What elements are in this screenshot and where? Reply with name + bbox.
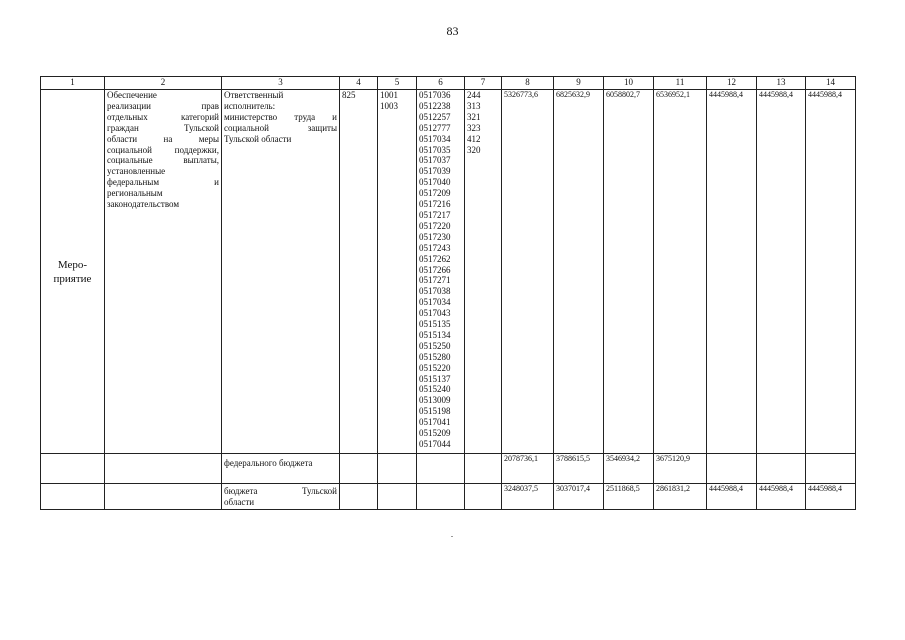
header-cell: 3 bbox=[222, 77, 340, 90]
code-item: 0517220 bbox=[419, 220, 451, 231]
value-cell: 4445988,4 bbox=[806, 90, 856, 454]
table-row-federal bbox=[41, 454, 856, 484]
value-cell: 4445988,4 bbox=[707, 484, 757, 510]
empty-cell bbox=[417, 454, 465, 484]
code-item: 321 bbox=[467, 111, 481, 122]
code-item: 0513009 bbox=[419, 395, 451, 406]
empty-cell bbox=[41, 454, 105, 484]
empty-cell bbox=[465, 454, 502, 484]
code-item: 0515198 bbox=[419, 406, 451, 417]
code-item: 0517041 bbox=[419, 417, 451, 428]
empty-cell bbox=[41, 484, 105, 510]
header-cell: 10 bbox=[604, 77, 654, 90]
code-item: 0515280 bbox=[419, 351, 451, 362]
expense-type-codes bbox=[465, 90, 502, 454]
value-cell: 5326773,6 bbox=[502, 90, 554, 454]
value-cell: 3788615,5 bbox=[554, 454, 604, 484]
code-item: 0517043 bbox=[419, 308, 451, 319]
code-item: 0515137 bbox=[419, 373, 451, 384]
value-cell: 4445988,4 bbox=[806, 484, 856, 510]
value-cell: 3248037,5 bbox=[502, 484, 554, 510]
code-item: 0517037 bbox=[419, 155, 451, 166]
page-number: 83 bbox=[446, 24, 459, 38]
regional-budget-label: бюджета Тульской области bbox=[222, 484, 340, 510]
code-item: 0517209 bbox=[419, 188, 451, 199]
code-item: 0515240 bbox=[419, 384, 451, 395]
code-item: 0517034 bbox=[419, 133, 451, 144]
value-cell: 6536952,1 bbox=[654, 90, 707, 454]
code-item: 0515134 bbox=[419, 329, 451, 340]
code-item: 0515209 bbox=[419, 428, 451, 439]
value-cell bbox=[707, 454, 757, 484]
value-cell: 4445988,4 bbox=[757, 90, 806, 454]
header-cell: 9 bbox=[554, 77, 604, 90]
target-article-codes bbox=[417, 90, 465, 454]
value-cell bbox=[757, 454, 806, 484]
ministry-code: 825 bbox=[340, 90, 378, 454]
header-cell: 2 bbox=[105, 77, 222, 90]
federal-budget-label: федерального бюджета bbox=[222, 454, 340, 484]
code-item: 0512257 bbox=[419, 111, 451, 122]
header-cell: 12 bbox=[707, 77, 757, 90]
code-item: 0517262 bbox=[419, 253, 451, 264]
value-cell bbox=[806, 454, 856, 484]
measure-description: Обеспечение реализации прав отдельных категорий граждан Тульской области на меры социальной поддержки, социальные выплаты, установленные федеральным и региональным законодательством bbox=[105, 90, 222, 454]
value-cell: 3037017,4 bbox=[554, 484, 604, 510]
value-cell: 4445988,4 bbox=[757, 484, 806, 510]
code-item: 0512238 bbox=[419, 100, 451, 111]
code-item: 0517266 bbox=[419, 264, 451, 275]
value-cell: 3546934,2 bbox=[604, 454, 654, 484]
scan-speck bbox=[451, 536, 453, 537]
code-item: 0517230 bbox=[419, 231, 451, 242]
header-cell: 13 bbox=[757, 77, 806, 90]
header-row bbox=[41, 77, 856, 90]
header-cell: 4 bbox=[340, 77, 378, 90]
code-item: 0515135 bbox=[419, 319, 451, 330]
value-cell: 6825632,9 bbox=[554, 90, 604, 454]
value-cell: 2078736,1 bbox=[502, 454, 554, 484]
value-cell: 4445988,4 bbox=[707, 90, 757, 454]
code-item: 0515250 bbox=[419, 340, 451, 351]
code-item: 412 bbox=[467, 133, 481, 144]
executor-description: Ответственный исполнитель: министерство труда и социальной защиты Тульской области bbox=[222, 90, 340, 454]
code-item: 0517038 bbox=[419, 286, 451, 297]
code-item: 0517044 bbox=[419, 439, 451, 449]
code-item: 0512777 bbox=[419, 122, 451, 133]
code-item: 0517035 bbox=[419, 144, 451, 155]
code-item: 0517217 bbox=[419, 209, 451, 220]
value-cell: 3675120,9 bbox=[654, 454, 707, 484]
code-item: 244 bbox=[467, 90, 481, 100]
empty-cell bbox=[465, 484, 502, 510]
code-item: 0515220 bbox=[419, 362, 451, 373]
header-cell: 11 bbox=[654, 77, 707, 90]
code-item: 320 bbox=[467, 144, 481, 155]
code-item: 0517034 bbox=[419, 297, 451, 308]
header-cell: 8 bbox=[502, 77, 554, 90]
value-cell: 6058802,7 bbox=[604, 90, 654, 454]
empty-cell bbox=[378, 484, 417, 510]
code-item: 0517036 bbox=[419, 90, 451, 100]
empty-cell bbox=[105, 454, 222, 484]
value-cell: 2511868,5 bbox=[604, 484, 654, 510]
budget-table bbox=[40, 76, 856, 510]
table-row-regional bbox=[41, 484, 856, 510]
code-item: 0517039 bbox=[419, 166, 451, 177]
code-item: 0517243 bbox=[419, 242, 451, 253]
header-cell: 7 bbox=[465, 77, 502, 90]
code-item: 313 bbox=[467, 100, 481, 111]
header-cell: 6 bbox=[417, 77, 465, 90]
row-type-label: Меро- приятие bbox=[41, 90, 105, 454]
code-item: 0517271 bbox=[419, 275, 451, 286]
table-row-main bbox=[41, 90, 856, 454]
code-item: 0517216 bbox=[419, 199, 451, 210]
empty-cell bbox=[340, 454, 378, 484]
header-cell: 1 bbox=[41, 77, 105, 90]
empty-cell bbox=[105, 484, 222, 510]
empty-cell bbox=[378, 454, 417, 484]
code-item: 0517040 bbox=[419, 177, 451, 188]
section-codes: 1001 1003 bbox=[378, 90, 417, 454]
header-cell: 5 bbox=[378, 77, 417, 90]
code-item: 323 bbox=[467, 122, 481, 133]
value-cell: 2861831,2 bbox=[654, 484, 707, 510]
empty-cell bbox=[340, 484, 378, 510]
header-cell: 14 bbox=[806, 77, 856, 90]
empty-cell bbox=[417, 484, 465, 510]
